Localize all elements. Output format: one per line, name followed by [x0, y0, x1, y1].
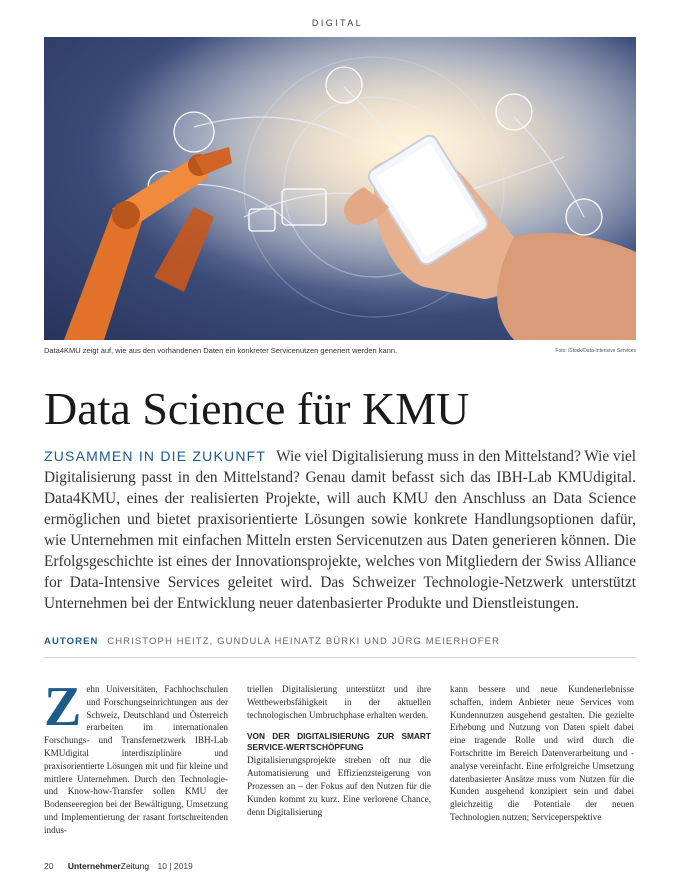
image-caption: Data4KMU zeigt auf, wie aus den vorhandenen Daten ein konkreter Servicenutzen generiert werden kann. — [44, 346, 398, 355]
body-paragraph: kann bessere und neue Kundenerlebnisse schaffen, indem Anbieter neue Services vom Kundennutzen ausgehend gestalten. Die gezielte Erhebung und Nutzung von Daten spielt dabei eine tragende Rolle und wird durch die Fortschritte im Bereich Datenverarbeitung und -analyse vereinfacht. Eine erfolgreiche Umsetzung datenbasierter Ansätze muss vom Nutzen für die Kunden ausgehend konzipiert sein und dabei gleichzeitig die Potentiale der neuen Technologien nutzen; Serviceperspektive — [450, 684, 634, 822]
authors-line — [44, 636, 636, 647]
divider — [44, 657, 636, 658]
issue-number: 10 | 2019 — [157, 861, 193, 871]
photo-credit: Foto: iStock/Data-Intensive Services — [555, 348, 636, 354]
publication-name-bold: Unternehmer — [67, 861, 121, 871]
publication-name — [68, 861, 149, 871]
page-footer — [44, 861, 193, 871]
lead-text: Wie viel Digitalisierung muss in den Mittelstand? Wie viel Digitalisierung passt in den Mittelstand? Genau damit befasst sich das IBH-Lab KMUdigital. Data4KMU, eines der realisierten Projekte, will auch KMU den Anschluss an Data Science ermöglichen und bietet praxisorientierte Lösungen sowie konkrete Handlungsoptionen dafür, wie Unternehmen mit einfachen Mitteln ersten Servicenutzen aus Daten generieren können. Die Erfolgsgeschichte ist eines der Innovationsprojekte, welches von Mitgliedern der Swiss Alliance for Data-Intensive Services geleitet wird. Das Schweizer Technologie-Netzwerk unterstützt Unternehmen bei der Entwicklung neuer datenbasierter Produkte und Dienstleistungen. — [44, 448, 636, 612]
drop-cap: Z — [44, 683, 82, 738]
hero-image — [44, 37, 636, 340]
hero-illustration — [44, 37, 636, 340]
section-subheading: VON DER DIGITALISIERUNG ZUR SMART SERVICE-WERTSCHÖPFUNG — [247, 731, 431, 753]
body-paragraph: ehn Universitäten, Fachhochschulen und Forschungseinrichtungen aus der Schweiz, Deutschland und Österreich erarbeiten im internationalen Forschungs- und Transfernetzwerk IBH-Lab KMUdigital interdisziplinäre und praxisorientierte Lösungen mit und für kleine und mittlere Unternehmen. Durch den Technologie- und Know-how-Transfer sollen KMU der Bodenseeregion bei der Bewältigung, Umsetzung und Implementierung der rasant fortschreitenden indus- — [44, 684, 228, 835]
body-column-3 — [450, 683, 634, 853]
body-paragraph: triellen Digitalisierung unterstützt und ihre Wettbewerbsfähigkeit in der aktuellen technologischen Umbruchphase erhalten werden. — [247, 684, 431, 720]
body-column-2 — [247, 683, 431, 853]
body-paragraph: Digitalisierungsprojekte streben oft nur die Automatisierung und Effizienzsteigerung von Prozessen an – der Fokus auf den Nutzen für die Kunden kommt zu kurz. Eine verlorene Chance, denn Digitalisierung — [247, 755, 431, 817]
publication-name-rest: Zeitung — [120, 861, 150, 871]
lead-kicker: ZUSAMMEN IN DIE ZUKUNFT — [44, 448, 267, 464]
image-caption-row — [44, 346, 636, 358]
article-lead — [44, 446, 636, 614]
authors-names: CHRISTOPH HEITZ, GUNDULA HEINATZ BÜRKI UND JÜRG MEIERHOFER — [107, 636, 501, 647]
page-number: 20 — [44, 861, 54, 871]
section-label: DIGITAL — [311, 18, 364, 28]
article-title: Data Science für KMU — [44, 383, 470, 434]
authors-label: AUTOREN — [44, 636, 99, 647]
body-column-1 — [44, 683, 228, 853]
